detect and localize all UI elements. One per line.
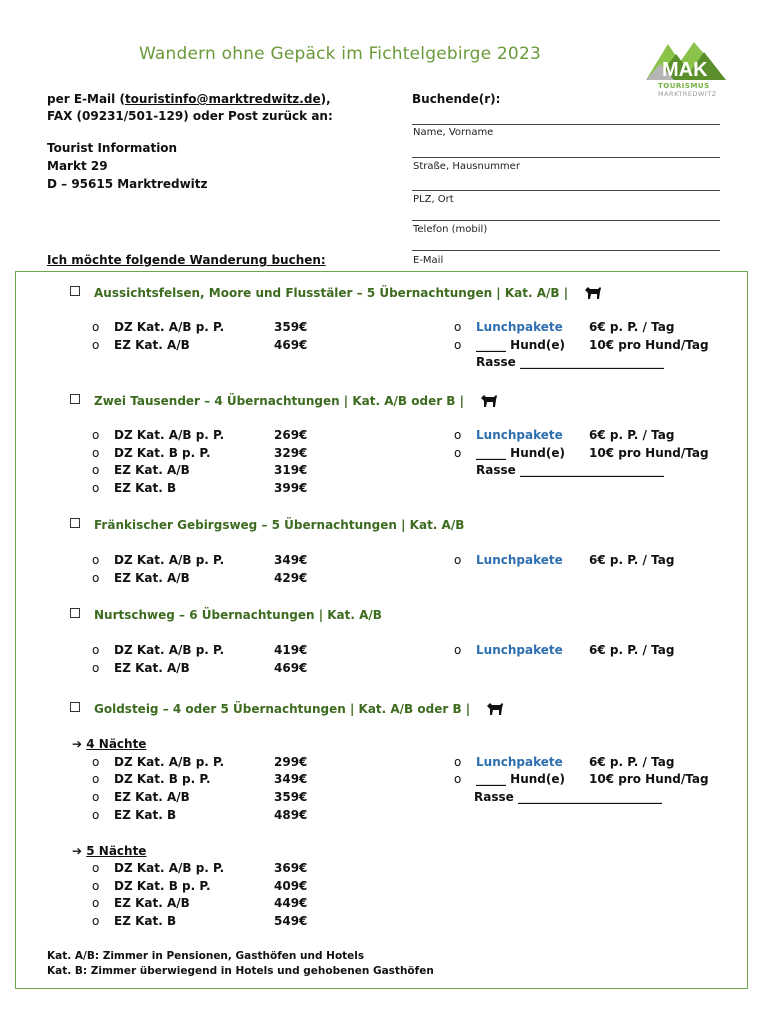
tour-checkbox[interactable] [70,394,80,404]
bullet: o [454,446,462,460]
room-row[interactable] [92,338,307,352]
tour-name: Goldsteig – 4 oder 5 Übernachtungen | Kat. A/B oder B | [94,702,471,716]
room-price: 319€ [274,463,308,477]
room-label: DZ Kat. A/B p. P. [114,861,225,875]
room-row[interactable] [92,553,307,567]
bullet: o [454,772,462,786]
room-label: EZ Kat. A/B [114,463,190,477]
bullet: o [92,896,100,910]
bullet: o [92,571,100,585]
room-label: EZ Kat. A/B [114,896,190,910]
room-price: 299€ [274,755,308,769]
variant-4-naechte [72,737,146,751]
room-label: DZ Kat. B p. P. [114,772,211,786]
lunch-price: 6€ p. P. / Tag [589,320,675,334]
room-price: 449€ [274,896,308,910]
dog-price: 10€ pro Hund/Tag [589,772,709,786]
bullet: o [92,772,100,786]
bullet: o [92,861,100,875]
rasse-field[interactable]: Rasse ________________________ [476,463,664,477]
lunch-option[interactable] [454,643,674,657]
dog-option[interactable] [454,772,709,786]
bullet: o [92,643,100,657]
room-row[interactable] [92,463,307,477]
email-field-label: E-Mail [413,255,444,266]
tour-name: Zwei Tausender – 4 Übernachtungen | Kat. A/B oder B | [94,394,465,408]
room-row[interactable] [92,914,307,928]
footnote-kat-ab: Kat. A/B: Zimmer in Pensionen, Gasthöfen und Hotels [47,950,365,962]
tour-goldsteig[interactable] [70,702,504,719]
rasse-field[interactable]: Rasse ________________________ [474,790,662,804]
room-price: 369€ [274,861,308,875]
room-label: EZ Kat. B [114,808,177,822]
bullet: o [92,320,100,334]
address-suffix: ), [320,92,331,106]
lunch-label: Lunchpakete [476,643,563,657]
tour-checkbox[interactable] [70,286,80,296]
room-label: EZ Kat. B [114,914,177,928]
room-label: DZ Kat. B p. P. [114,879,211,893]
lunch-option[interactable] [454,755,674,769]
lunch-label: Lunchpakete [476,428,563,442]
tour-checkbox[interactable] [70,608,80,618]
dog-icon [480,394,498,411]
bullet: o [92,808,100,822]
bullet: o [92,463,100,477]
lunch-price: 6€ p. P. / Tag [589,643,675,657]
bullet: o [92,446,100,460]
bullet: o [454,755,462,769]
mak-logo [646,40,726,100]
lunch-label: Lunchpakete [476,320,563,334]
room-price: 469€ [274,661,308,675]
lunch-label: Lunchpakete [476,553,563,567]
room-row[interactable] [92,772,307,786]
room-price: 419€ [274,643,308,657]
dog-icon [584,286,602,303]
tour-checkbox[interactable] [70,702,80,712]
address-prefix: per E-Mail ( [47,92,125,106]
footnote-kat-b: Kat. B: Zimmer überwiegend in Hotels und gehobenen Gasthöfen [47,965,434,977]
logo-line1: TOURISMUS [658,82,710,90]
page-title: Wandern ohne Gepäck im Fichtelgebirge 2023 [139,44,541,64]
room-price: 269€ [274,428,308,442]
lunch-option[interactable] [454,320,674,334]
room-price: 429€ [274,571,308,585]
street-field-label: Straße, Hausnummer [413,161,520,172]
phone-field-label: Telefon (mobil) [413,224,488,235]
room-label: EZ Kat. A/B [114,661,190,675]
room-price: 349€ [274,553,308,567]
city-field[interactable] [412,190,720,191]
bullet: o [454,553,462,567]
room-label: EZ Kat. A/B [114,790,190,804]
lunch-label: Lunchpakete [476,755,563,769]
bullet: o [92,338,100,352]
dog-option[interactable] [454,338,709,352]
phone-field[interactable] [412,220,720,221]
dog-price: 10€ pro Hund/Tag [589,446,709,460]
address-line3: Tourist Information [47,141,178,155]
room-row[interactable] [92,755,307,769]
room-price: 359€ [274,320,308,334]
bullet: o [454,338,462,352]
room-label: DZ Kat. A/B p. P. [114,643,225,657]
dog-icon [486,702,504,719]
room-row[interactable] [92,790,307,804]
room-price: 359€ [274,790,308,804]
room-price: 409€ [274,879,308,893]
room-row[interactable] [92,808,307,822]
room-label: EZ Kat. B [114,481,177,495]
room-price: 329€ [274,446,308,460]
dog-count: _____ Hund(e) [476,446,566,460]
tour-name: Aussichtsfelsen, Moore und Flusstäler – 5 Übernachtungen | Kat. A/B | [94,286,569,300]
address-line1 [47,92,331,106]
bullet: o [92,428,100,442]
bullet: o [92,481,100,495]
address-line2: FAX (09231/501-129) oder Post zurück an: [47,109,333,123]
bullet: o [92,553,100,567]
room-row[interactable] [92,861,307,875]
room-label: DZ Kat. B p. P. [114,446,211,460]
room-price: 399€ [274,481,308,495]
bullet: o [92,914,100,928]
room-label: DZ Kat. A/B p. P. [114,755,225,769]
tour-checkbox[interactable] [70,518,80,528]
lunch-price: 6€ p. P. / Tag [589,428,675,442]
arrow-icon: ➔ [72,844,83,858]
booking-heading: Ich möchte folgende Wanderung buchen: [47,253,326,267]
lunch-option[interactable] [454,553,674,567]
room-row[interactable] [92,571,307,585]
email-field[interactable] [412,250,720,251]
room-price: 489€ [274,808,308,822]
room-price: 349€ [274,772,308,786]
variant-label: 5 Nächte [86,844,147,858]
lunch-price: 6€ p. P. / Tag [589,755,675,769]
bullet: o [92,790,100,804]
room-price: 469€ [274,338,308,352]
room-label: EZ Kat. A/B [114,571,190,585]
city-field-label: PLZ, Ort [413,194,454,205]
tour-fraenkischer-gebirgsweg[interactable] [70,518,464,532]
room-price: 549€ [274,914,308,928]
tour-name: Fränkischer Gebirgsweg – 5 Übernachtungen | Kat. A/B [94,518,465,532]
room-row[interactable] [92,428,307,442]
tour-nurtschweg[interactable] [70,608,382,622]
tour-zwei-tausender[interactable] [70,394,498,411]
bullet: o [454,320,462,334]
variant-label: 4 Nächte [86,737,147,751]
dog-price: 10€ pro Hund/Tag [589,338,709,352]
name-field-label: Name, Vorname [413,127,494,138]
street-field[interactable] [412,157,720,158]
room-row[interactable] [92,643,307,657]
room-label: DZ Kat. A/B p. P. [114,428,225,442]
room-label: EZ Kat. A/B [114,338,190,352]
logo-line2: MARKTREDWITZ [658,90,717,98]
bullet: o [454,643,462,657]
lunch-option[interactable] [454,428,674,442]
address-line5: D – 95615 Marktredwitz [47,177,208,191]
dog-count: _____ Hund(e) [476,772,566,786]
variant-5-naechte [72,844,146,858]
dog-option[interactable] [454,446,709,460]
room-row[interactable] [92,661,307,675]
tour-aussichtsfelsen[interactable] [70,286,602,303]
room-row[interactable] [92,320,307,334]
name-field[interactable] [412,124,720,125]
booker-heading: Buchende(r): [412,92,501,106]
bullet: o [92,661,100,675]
room-row[interactable] [92,481,307,495]
tour-name: Nurtschweg – 6 Übernachtungen | Kat. A/B [94,608,382,622]
room-row[interactable] [92,879,307,893]
email-link[interactable]: touristinfo@marktredwitz.de [124,92,321,106]
room-label: DZ Kat. A/B p. P. [114,553,225,567]
room-row[interactable] [92,446,307,460]
address-line4: Markt 29 [47,159,108,173]
lunch-price: 6€ p. P. / Tag [589,553,675,567]
bullet: o [92,879,100,893]
bullet: o [92,755,100,769]
room-label: DZ Kat. A/B p. P. [114,320,225,334]
room-row[interactable] [92,896,307,910]
rasse-field[interactable]: Rasse ________________________ [476,355,664,369]
arrow-icon: ➔ [72,737,83,751]
bullet: o [454,428,462,442]
dog-count: _____ Hund(e) [476,338,566,352]
logo-brand: MAK [662,59,708,81]
